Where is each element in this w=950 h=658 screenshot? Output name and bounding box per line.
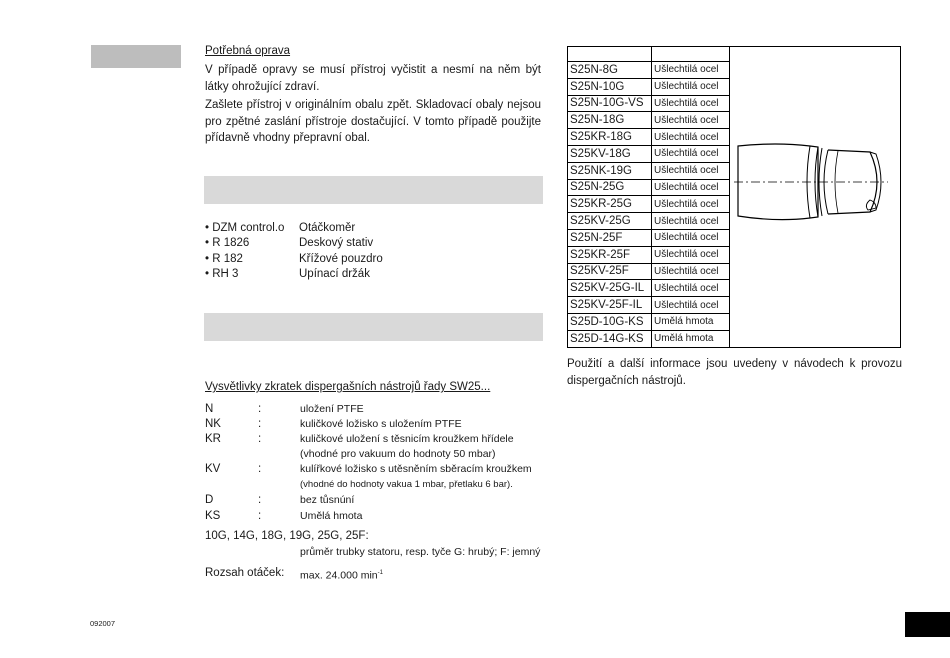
tool-code: S25KV-18G <box>568 145 652 162</box>
speed-value-text: max. 24.000 min <box>300 569 378 582</box>
legend-heading: Vysvětlivky zkratek dispergašních nástrojů řady SW25... <box>205 381 491 393</box>
section-tab <box>91 45 181 68</box>
tool-code: S25N-10G <box>568 78 652 95</box>
tool-material: Umělá hmota <box>652 313 730 330</box>
tool-code: S25N-8G <box>568 62 652 79</box>
legend-separator: : <box>258 494 262 506</box>
tool-material: Ušlechtilá ocel <box>652 213 730 230</box>
tool-code: S25KV-25G <box>568 213 652 230</box>
tool-code: S25KV-25F <box>568 263 652 280</box>
sizes-description: průměr trubky statoru, resp. tyče G: hrubý; F: jemný <box>300 546 541 558</box>
tool-material: Ušlechtilá ocel <box>652 229 730 246</box>
tool-material: Ušlechtilá ocel <box>652 112 730 129</box>
tool-code: S25N-25G <box>568 179 652 196</box>
tool-material: Ušlechtilá ocel <box>652 78 730 95</box>
legend-key: N <box>205 403 214 415</box>
repair-paragraph-2: Zašlete přístroj v originálním obalu zpět. Skladovací obaly nejsou pro zpětné zaslání přístroje dostačující. V tomto případě použijte přídavně vhodny přepravní obal. <box>205 99 541 144</box>
tool-code: S25N-10G-VS <box>568 95 652 112</box>
accessory-code: • R 182 <box>205 253 243 265</box>
table-header-cell <box>652 47 730 62</box>
legend-header-bar <box>204 313 543 341</box>
tool-material: Ušlechtilá ocel <box>652 179 730 196</box>
legend-value: kulířkové ložisko s utěsněním sběracím kroužkem <box>300 463 532 475</box>
tool-code: S25KV-25G-IL <box>568 280 652 297</box>
table-header-cell <box>568 47 652 62</box>
accessories-header-bar <box>204 176 543 204</box>
accessory-code: • RH 3 <box>205 268 239 280</box>
legend-key: D <box>205 494 214 506</box>
accessory-name: Křížové pouzdro <box>299 253 383 265</box>
tool-material: Ušlechtilá ocel <box>652 62 730 79</box>
tool-code: S25KR-25G <box>568 196 652 213</box>
legend-value: kuličkové ložisko s uložením PTFE <box>300 418 462 430</box>
tool-code: S25NK-19G <box>568 162 652 179</box>
sizes-label: 10G, 14G, 18G, 19G, 25G, 25F: <box>205 530 369 542</box>
legend-separator: : <box>258 510 262 522</box>
accessory-code: • R 1826 <box>205 237 250 249</box>
tool-material: Ušlechtilá ocel <box>652 162 730 179</box>
tool-material: Ušlechtilá ocel <box>652 297 730 314</box>
legend-key: NK <box>205 418 221 430</box>
speed-label: Rozsah otáček: <box>205 567 285 579</box>
tools-table <box>567 46 901 348</box>
legend-key: KS <box>205 510 221 522</box>
accessory-name: Otáčkoměr <box>299 222 356 234</box>
repair-heading: Potřebná oprava <box>205 45 291 57</box>
tool-code: S25KR-25F <box>568 246 652 263</box>
page-tab <box>905 612 950 637</box>
legend-separator: : <box>258 433 262 445</box>
accessory-code: • DZM control.o <box>205 222 285 234</box>
legend-value: uložení PTFE <box>300 403 364 415</box>
legend-value: kuličkové uložení s těsnicím kroužkem hřídele <box>300 433 514 445</box>
tool-material: Ušlechtilá ocel <box>652 280 730 297</box>
speed-value-exponent: -1 <box>377 570 383 576</box>
tool-drawing-cell <box>730 47 901 348</box>
tool-code: S25KR-18G <box>568 129 652 146</box>
legend-separator: : <box>258 418 262 430</box>
tool-material: Ušlechtilá ocel <box>652 129 730 146</box>
tool-material: Ušlechtilá ocel <box>652 145 730 162</box>
legend-separator: : <box>258 463 262 475</box>
accessory-name: Deskový stativ <box>299 237 374 249</box>
legend-value-note: (vhodné pro vakuum do hodnoty 50 mbar) <box>300 448 496 460</box>
tool-material: Ušlechtilá ocel <box>652 196 730 213</box>
tools-note: Použití a další informace jsou uvedeny v návodech k provozu dispergačních nástrojů. <box>567 358 902 387</box>
legend-value: bez tůsnúní <box>300 494 355 506</box>
tool-code: S25N-18G <box>568 112 652 129</box>
tool-material: Ušlechtilá ocel <box>652 246 730 263</box>
legend-value: Umělá hmota <box>300 510 363 522</box>
footer-code: 092007 <box>90 619 116 628</box>
table-header-row <box>568 47 901 62</box>
legend-key: KV <box>205 463 221 475</box>
tool-code: S25D-10G-KS <box>568 313 652 330</box>
dispersing-tool-drawing <box>730 50 900 344</box>
legend-key: KR <box>205 433 221 445</box>
repair-paragraph-1: V případě opravy se musí přístroj vyčistit a nesmí na něm být látky ohrožující zdraví. <box>205 64 541 93</box>
tool-code: S25KV-25F-IL <box>568 297 652 314</box>
legend-value-note: (vhodné do hodnoty vakua 1 mbar, přetlaku 6 bar). <box>300 479 513 490</box>
speed-value <box>300 566 383 584</box>
accessory-name: Upínací držák <box>299 268 370 280</box>
tool-material: Ušlechtilá ocel <box>652 263 730 280</box>
tool-material: Umělá hmota <box>652 330 730 347</box>
tool-code: S25N-25F <box>568 229 652 246</box>
legend-separator: : <box>258 403 262 415</box>
tool-code: S25D-14G-KS <box>568 330 652 347</box>
tool-material: Ušlechtilá ocel <box>652 95 730 112</box>
